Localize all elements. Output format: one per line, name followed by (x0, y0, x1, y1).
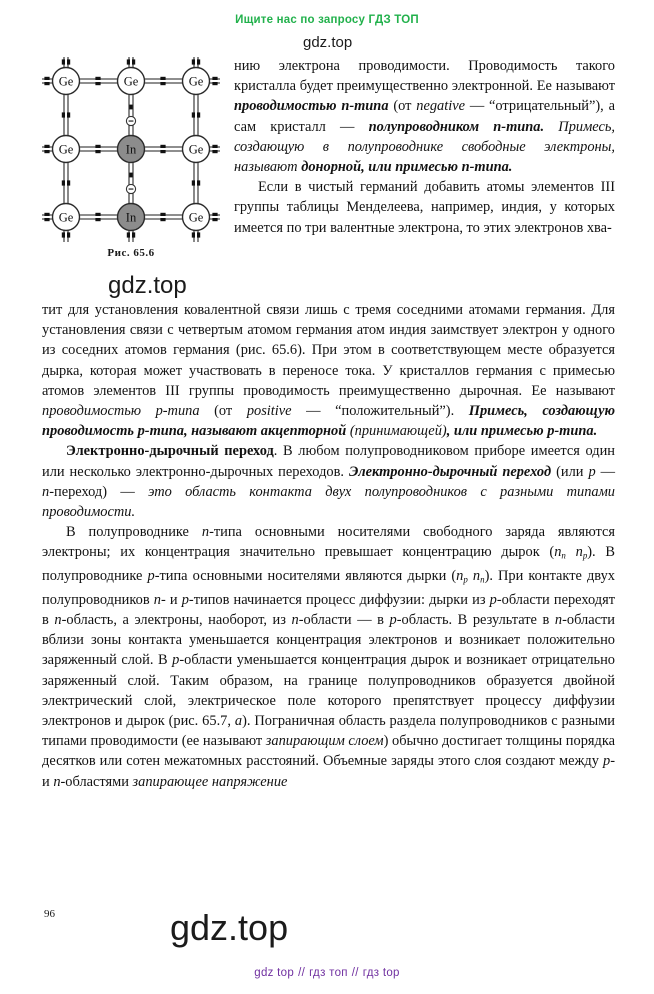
atom-ge (183, 136, 210, 163)
atom-nodes (53, 68, 210, 231)
svg-text:In: In (125, 142, 137, 157)
hole-marker-upper (126, 116, 135, 125)
atom-ge (53, 136, 80, 163)
svg-text:Ge: Ge (188, 210, 204, 225)
watermark-bottom: gdz.top (170, 907, 289, 948)
atom-ge (53, 68, 80, 95)
promo-banner: Ищите нас по запросу ГДЗ ТОП (235, 14, 419, 26)
text-block-full-width (42, 300, 615, 792)
crystal-lattice-diagram (42, 57, 220, 242)
atom-ge (183, 68, 210, 95)
svg-text:Ge: Ge (123, 74, 139, 89)
page-number: 96 (44, 908, 55, 920)
footer-link-3[interactable]: гдз top (362, 967, 400, 979)
atom-ge (183, 204, 210, 231)
text-column-right (234, 56, 615, 238)
svg-text:Ge: Ge (188, 74, 204, 89)
footer-separator-2: // (351, 967, 359, 979)
atom-ge (53, 204, 80, 231)
svg-text:In: In (125, 210, 137, 225)
paragraph-pn-junction: Электронно-дырочный переход. В любом полупроводниковом приборе имеется один или несколько электронно-дырочных переходов. Электронно-дырочный переход (или p — n-переход) — это область контакта двух полупроводников с разными типами проводимости. (42, 443, 616, 521)
watermark-top: gdz.top (303, 34, 353, 51)
atom-in (118, 204, 145, 231)
footer-links (0, 967, 654, 979)
watermark-middle: gdz.top (108, 272, 187, 299)
atom-in (118, 136, 145, 163)
svg-text:Ge: Ge (58, 142, 74, 157)
svg-text:Ge: Ge (188, 142, 204, 157)
paragraph-germanium-indium: Если в чистый германий добавить атомы элементов III группы таблицы Менделеева, например, индия, у которых имеется по три валентные электрона, то этих электронов хва- (234, 179, 615, 236)
paragraph-covalent-bonds: тит для установления ковалентной связи лишь с тремя соседними атомами германия. Для установления связи с четвертым атомом германия атом индия заимствует электрон у одного из соседних атомов германия (рис. 65.6). При этом в соответствующем месте образуется дырка, которая может участвовать в переносе тока. У кристаллов германия с примесью атомов элементов III группы проводимость преимущественно дырочная. Ее называют проводимостью p-типа (от positive — “положительный”). Примесь, создающую проводимость p-типа, называют акцепторной (принимающей), или примесью p-типа. (42, 302, 615, 440)
footer-link-1[interactable]: gdz top (254, 967, 295, 979)
paragraph-conductivity: нию электрона проводимости. Проводимость такого кристалла будет преимущественно электронной. Ее называют проводимостью n-типа (от negative — “отрицательный”), а сам кристалл — полупроводником n-типа. Примесь, создающую в полупроводнике свободные электроны, называют донорной, или примесью n-типа. (234, 58, 615, 176)
paragraph-carriers: В полупроводнике n-типа основными носителями свободного заряда являются электроны; их концентрация значительно превышает концентрацию дырок ($n_n$ $n_p$). В полупроводнике p-типа основными носителями являются дырки ($n_p$ $n_n$). При контакте двух полупроводников n- и p-типов начинается процесс диффузии: дырки из p-области переходят в n-область, а электроны, наоборот, из n-области — в p-область. В результате в n-области вблизи зоны контакта уменьшается концентрация электронов и возникает положительно заряженный слой. В p-области уменьшается концентрация дырок и возникает отрицательно заряженный слой. Таким образом, на границе полупроводников образуется двойной электрический слой, электрическое поле которого препятствует процессу диффузии электронов и дырок (рис. 65.7, а). Пограничная область раздела полупроводников с разными типами проводимости (ее называют запирающим слоем) обычно достигает толщины порядка десятков или сотен межатомных расстояний. Объемные заряды этого слоя создают между p- и n-областями запирающее напряжение (42, 524, 616, 790)
atom-ge (118, 68, 145, 95)
figure-caption: Рис. 65.6 (107, 247, 155, 259)
svg-text:Ge: Ge (58, 210, 74, 225)
figure-65-6 (42, 57, 220, 259)
footer-link-2[interactable]: гдз топ (309, 967, 348, 979)
footer-separator-1: // (298, 967, 306, 979)
hole-marker-lower (126, 184, 135, 193)
svg-text:Ge: Ge (58, 74, 74, 89)
